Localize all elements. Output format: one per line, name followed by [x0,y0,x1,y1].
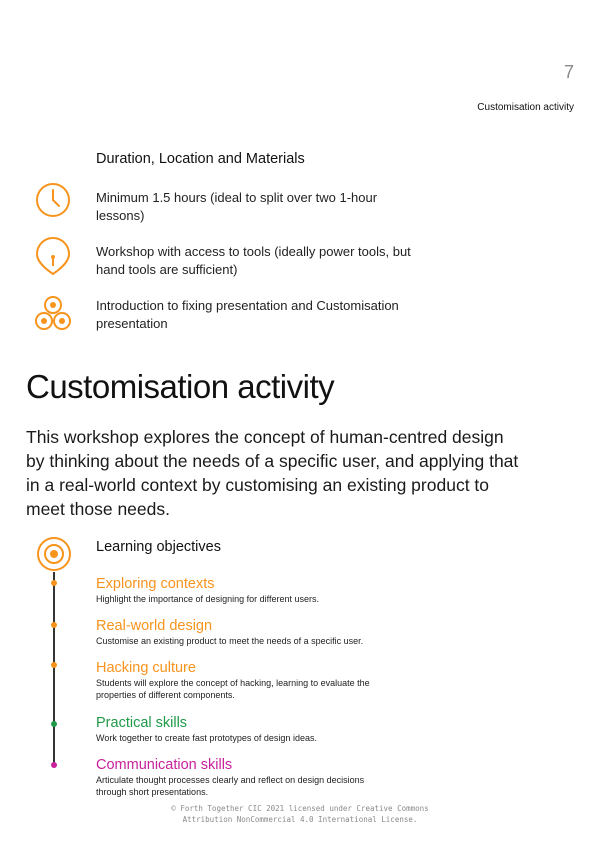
objective-desc: Students will explore the concept of hacking, learning to evaluate the properties of different components. [96,678,370,700]
page-title: Customisation activity [26,368,335,405]
footer-line: Attribution NonCommercial 4.0 International License. [182,815,418,824]
objective-title: Hacking culture [96,660,196,676]
timeline-dot [51,762,57,768]
timeline-dot [51,721,57,727]
objective-item [96,576,416,605]
objective-desc: Highlight the importance of designing for different users. [96,594,319,604]
objective-title: Real-world design [96,618,213,634]
timeline-dot [51,622,57,628]
timeline-dot [51,662,57,668]
info-item-duration [34,183,434,223]
location-pin-icon [34,237,72,275]
page-number: 7 [563,62,574,82]
objective-title: Exploring contexts [96,576,215,592]
info-item-text: Workshop with access to tools (ideally power tools, but hand tools are sufficient) [96,244,411,277]
info-item-location [34,237,434,277]
timeline-line [53,572,55,766]
footer-license [0,803,600,825]
objective-item [96,715,416,744]
objective-item [96,660,416,701]
target-icon [36,536,72,572]
info-item-text: Introduction to fixing presentation and Customisation presentation [96,298,399,331]
objective-title: Practical skills [96,715,188,731]
objective-title: Communication skills [96,757,233,773]
footer-line: © Forth Together CIC 2021 licensed under Creative Commons [171,804,429,813]
objective-desc: Work together to create fast prototypes of design ideas. [96,733,317,743]
info-section-title: Duration, Location and Materials [96,151,305,167]
intro-paragraph: This workshop explores the concept of human-centred design by thinking about the needs of a specific user, and applying that in a real-world context by customising an existing product to meet those needs. [26,427,519,519]
objective-desc: Articulate thought processes clearly and reflect on design decisions through short presentations. [96,775,365,797]
objective-item [96,618,416,647]
materials-circles-icon [34,294,72,332]
header-section-label: Customisation activity [477,102,574,113]
objective-item [96,757,416,798]
clock-icon [34,183,72,221]
objectives-title: Learning objectives [96,539,221,555]
objective-desc: Customise an existing product to meet the needs of a specific user. [96,636,364,646]
info-item-materials [34,294,434,334]
timeline-dot [51,580,57,586]
info-item-text: Minimum 1.5 hours (ideal to split over two 1-hour lessons) [96,190,378,223]
